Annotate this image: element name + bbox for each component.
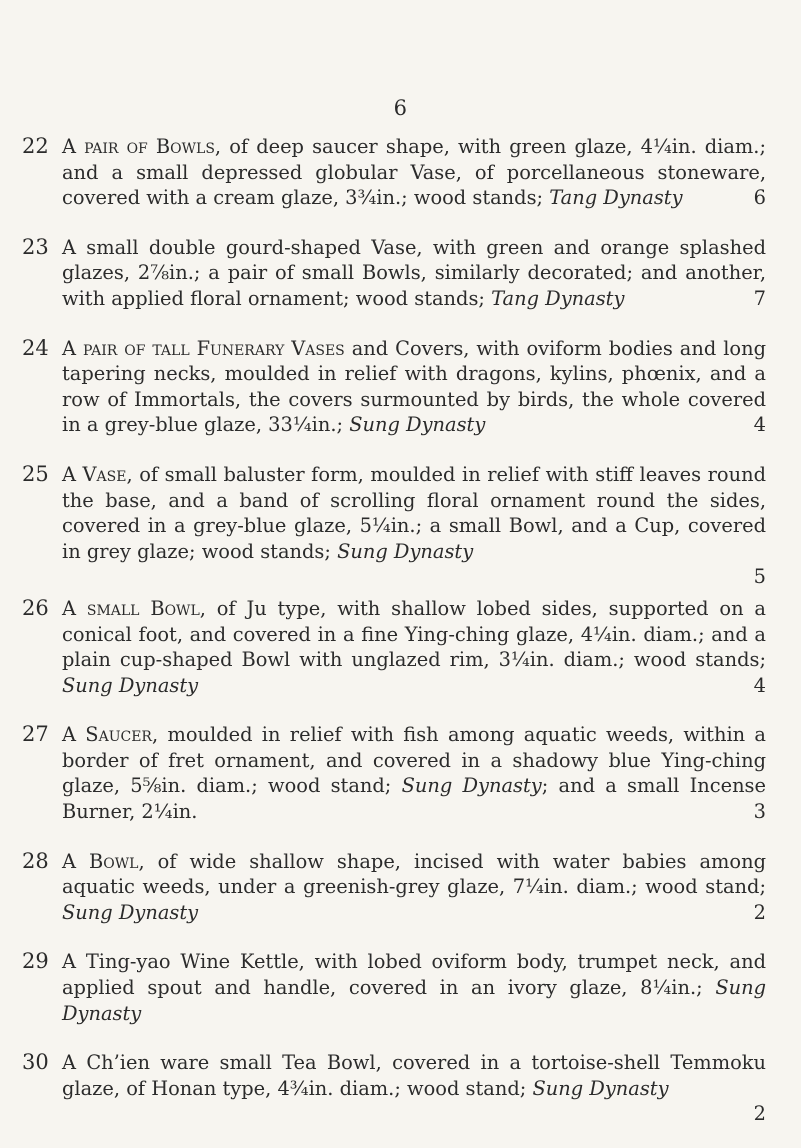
lot-description: and Covers, with oviform bodies and long tapering necks, moulded in relief with dragons, kylins, phœnix, and a row of Immortals, the covers surmounted by birds, the whole covered in a grey-blue glaze, 33¼in.; [62, 336, 766, 437]
lot-number: 22 [22, 134, 49, 158]
lot-entry [22, 1050, 766, 1127]
lot-title: A Bowl, [62, 849, 145, 873]
lot-period: Tang Dynasty [491, 286, 625, 310]
lot-period: Sung Dynasty [401, 774, 542, 798]
lot-period: Tang Dynasty [549, 186, 683, 210]
lot-title: A pair of Bowls, [62, 135, 222, 158]
lot-entry [22, 336, 766, 438]
lot-period: Sung Dynasty [62, 900, 199, 924]
lot-description: of Ju type, with shallow lobed sides, supported on a conical foot, and covered in a fine Ying-ching glaze, 4¼in. diam.; and a plain cup-shaped Bowl with unglazed rim, 3¼in. diam.; wood stands; [62, 596, 766, 672]
lot-title: A Vase, [62, 462, 133, 486]
lot-quantity: 3 [753, 800, 766, 824]
lot-entry [22, 462, 766, 590]
lot-quantity: 4 [753, 413, 766, 437]
lot-number: 26 [22, 595, 49, 620]
lot-number: 29 [22, 949, 49, 974]
lot-description: of wide shallow shape, incised with water babies among aquatic weeds, under a greenish-grey glaze, 7¼in. diam.; wood stand; [62, 849, 766, 899]
lot-description: moulded in relief with fish among aquatic weeds, within a border of fret ornament, and covered in a shadowy blue Ying-ching glaze, 5⅝in. diam.; wood stand; [62, 723, 766, 798]
lot-number: 30 [22, 1050, 49, 1075]
lot-entry [22, 849, 766, 926]
lot-title: A Saucer, [62, 723, 159, 747]
lot-period: Sung Dynasty [62, 673, 199, 697]
lot-entry [22, 134, 766, 211]
lot-description: A small double gourd-shaped Vase, with green and orange splashed glazes, 2⅞in.; a pair of small Bowls, similarly decorated; and another, with applied floral ornament; wood stands; [62, 235, 766, 310]
lot-list [22, 134, 766, 1127]
lot-quantity: 5 [753, 565, 766, 589]
lot-period: Sung Dynasty [532, 1076, 669, 1100]
page-number: 6 [393, 96, 408, 120]
lot-description: A Ting-yao Wine Kettle, with lobed oviform body, trumpet neck, and applied spout and handle, covered in an ivory glaze, 8¼in.; [62, 950, 766, 1000]
lot-description-continued: ; and a small Incense Burner, 2¼in. [62, 774, 766, 824]
lot-quantity: 2 [753, 900, 766, 924]
lot-number: 24 [22, 335, 49, 360]
lot-description: A Ch’ien ware small Tea Bowl, covered in a tortoise-shell Temmoku glaze, of Honan type, 4¾in. diam.; wood stand; [62, 1051, 766, 1100]
lot-entry [22, 722, 766, 824]
lot-description: of deep saucer shape, with green glaze, 4¼in. diam.; and a small depressed globular Vase, of porcellaneous stoneware, covered with a cream glaze, 3¾in.; wood stands; [62, 135, 767, 210]
lot-quantity: 6 [753, 186, 766, 210]
lot-period: Sung Dynasty [62, 976, 766, 1025]
lot-period: Sung Dynasty [337, 539, 474, 563]
lot-quantity: 4 [753, 673, 766, 697]
lot-entry [22, 949, 766, 1026]
lot-quantity: 7 [753, 286, 766, 310]
lot-entry [22, 596, 766, 698]
lot-number: 27 [22, 722, 49, 747]
lot-quantity: 2 [753, 1102, 766, 1126]
lot-description: of small baluster form, moulded in relief with stiff leaves round the base, and a band of scrolling floral ornament round the sides, covered in a grey-blue glaze, 5¼in.; a small Bowl, and a Cup, covered in grey glaze; wood stands; [62, 462, 766, 563]
lot-number: 25 [22, 461, 49, 486]
lot-number: 28 [22, 848, 49, 873]
lot-entry [22, 235, 766, 312]
lot-number: 23 [22, 234, 49, 259]
lot-title: A small Bowl, [62, 596, 206, 620]
lot-period: Sung Dynasty [349, 413, 486, 437]
lot-title: A pair of tall Funerary Vases [62, 336, 345, 360]
